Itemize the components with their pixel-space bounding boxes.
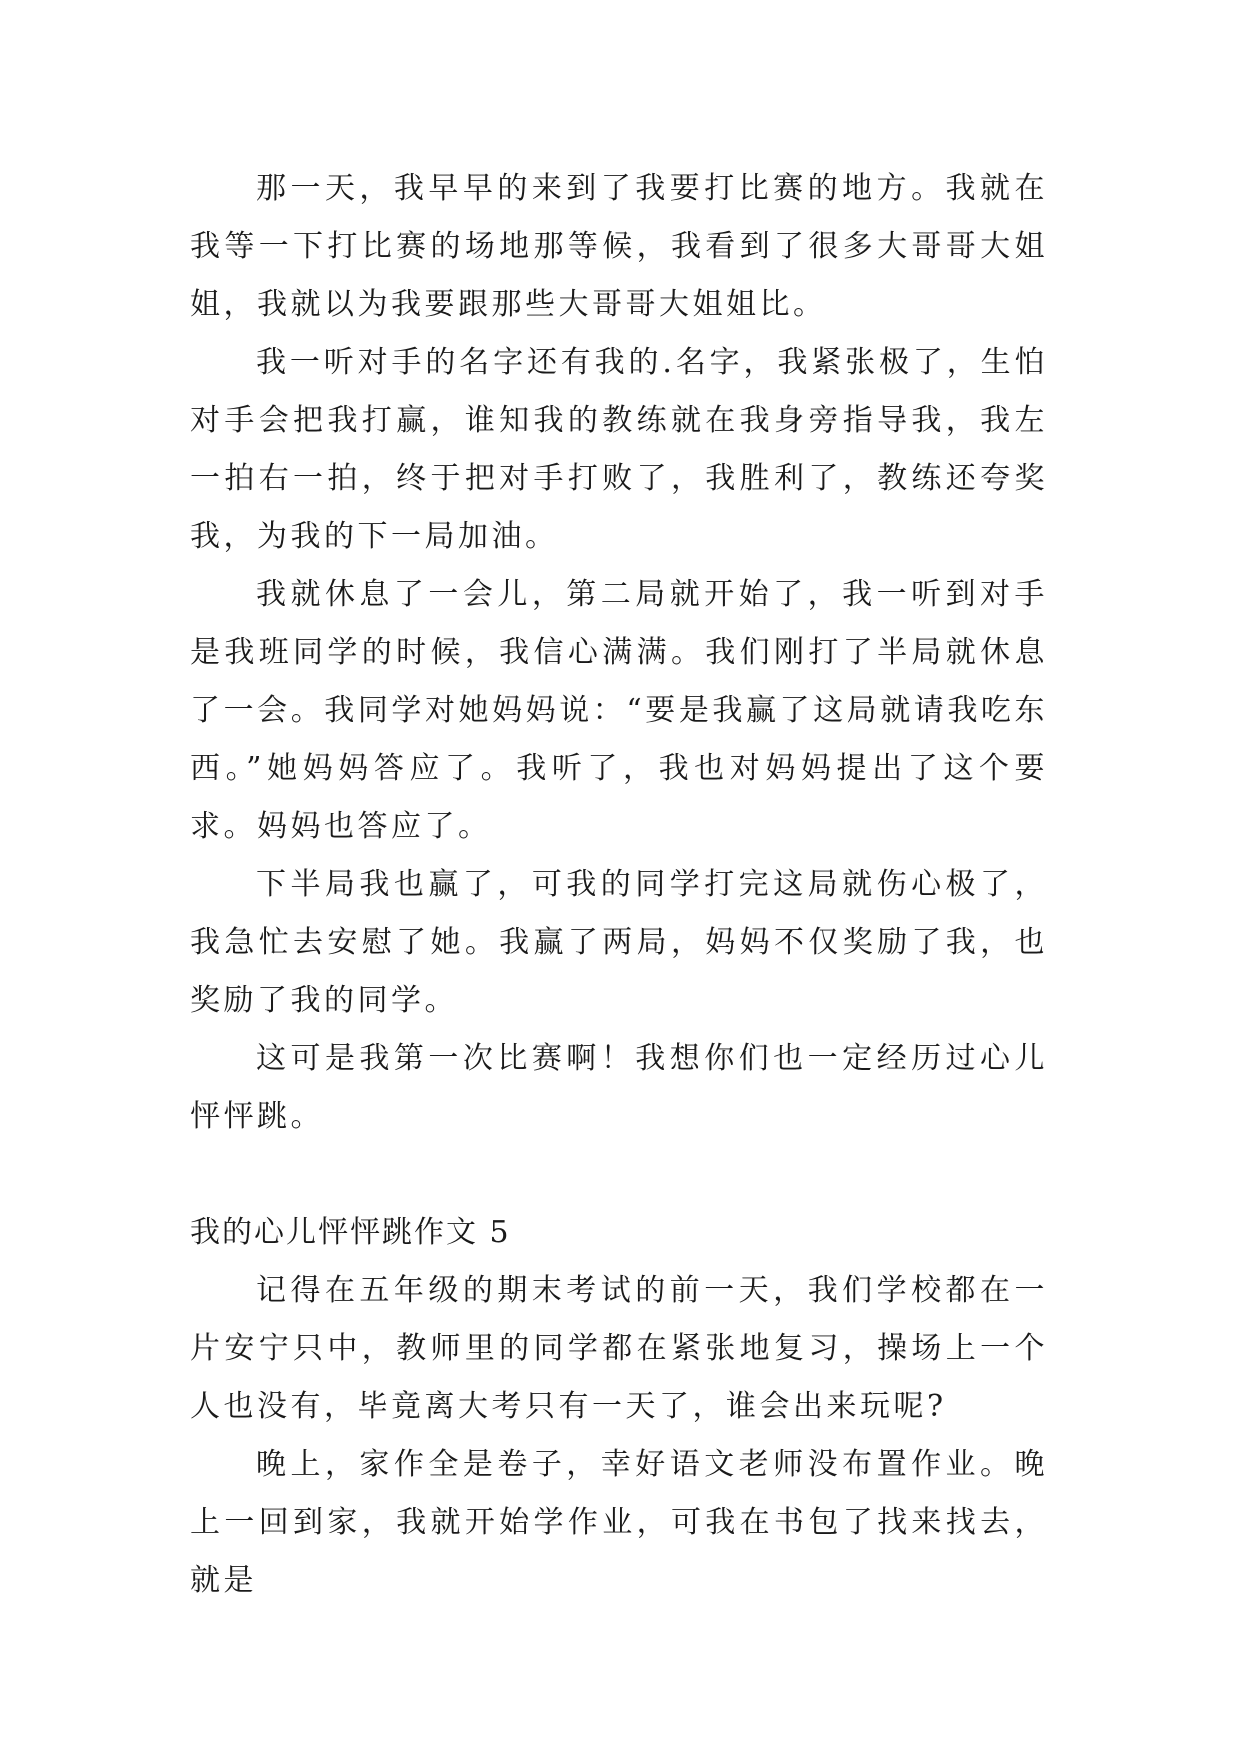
paragraph: 我就休息了一会儿，第二局就开始了，我一听到对手是我班同学的时候，我信心满满。我们刚打了半局就休息了一会。我同学对她妈妈说：“要是我赢了这局就请我吃东西。”她妈妈答应了。我听了，我也对妈妈提出了这个要求。妈妈也答应了。 xyxy=(190,577,1048,844)
paragraph: 记得在五年级的期末考试的前一天，我们学校都在一片安宁只中，教师里的同学都在紧张地复习，操场上一个人也没有，毕竟离大考只有一天了，谁会出来玩呢? xyxy=(190,1273,1048,1424)
paragraph: 这可是我第一次比赛啊！我想你们也一定经历过心儿怦怦跳。 xyxy=(190,1041,1048,1134)
section-title: 我的心儿怦怦跳作文 5 xyxy=(190,1215,511,1250)
paragraph: 那一天，我早早的来到了我要打比赛的地方。我就在我等一下打比赛的场地那等候，我看到了很多大哥哥大姐姐，我就以为我要跟那些大哥哥大姐姐比。 xyxy=(190,171,1048,322)
paragraph: 我一听对手的名字还有我的.名字，我紧张极了，生怕对手会把我打赢，谁知我的教练就在我身旁指导我，我左一拍右一拍，终于把对手打败了，我胜利了，教练还夸奖我，为我的下一局加油。 xyxy=(190,345,1048,554)
paragraph: 晚上，家作全是卷子，幸好语文老师没布置作业。晚上一回到家，我就开始学作业，可我在书包了找来找去，就是 xyxy=(190,1447,1048,1598)
paragraph: 下半局我也赢了，可我的同学打完这局就伤心极了，我急忙去安慰了她。我赢了两局，妈妈不仅奖励了我，也奖励了我的同学。 xyxy=(190,867,1048,1018)
document-body xyxy=(190,160,1048,1610)
